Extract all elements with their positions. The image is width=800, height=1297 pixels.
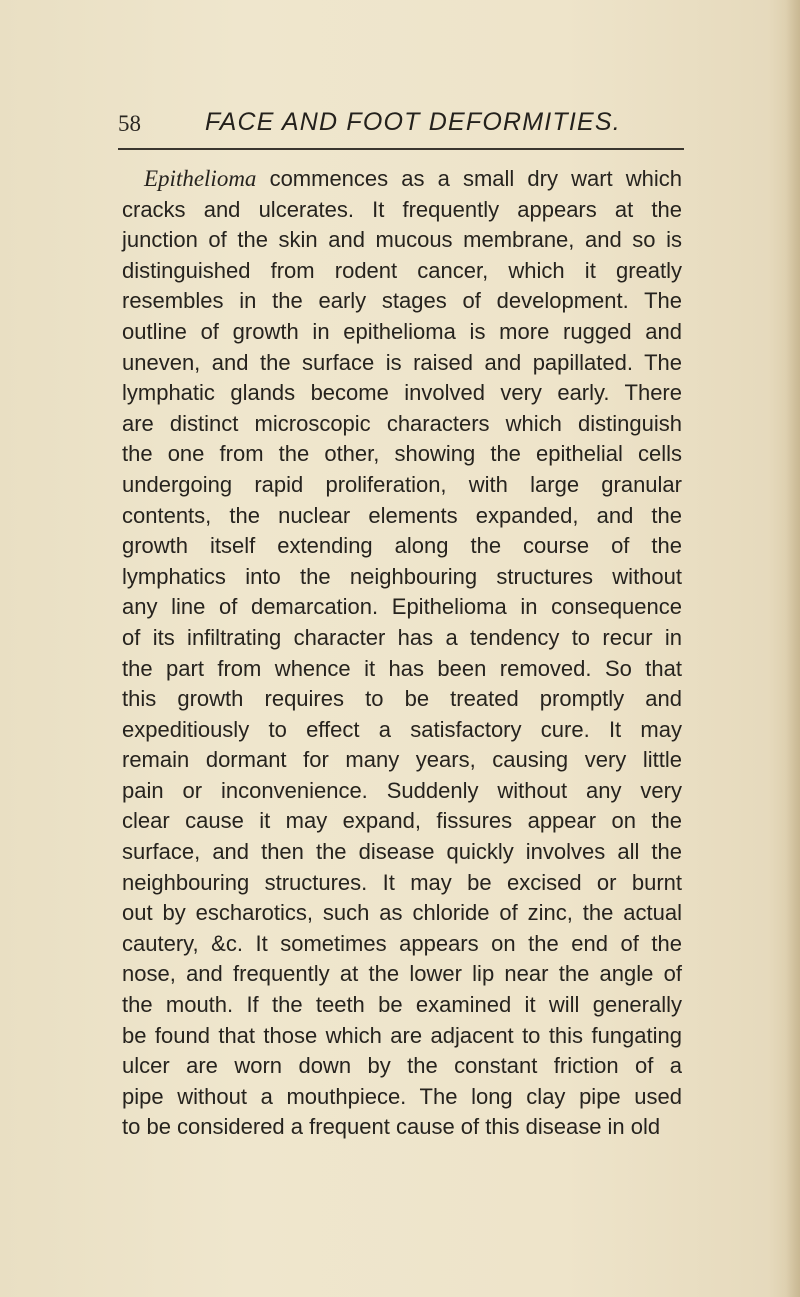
running-head: [118, 106, 684, 146]
paragraph-first-line: [122, 164, 682, 195]
text-line: cracks and ulcerates. It frequently appears at the: [122, 196, 682, 222]
text-line: lymphatic glands become involved very early. There: [122, 380, 682, 406]
text-line: the one from the other, showing the epithelial cells: [122, 441, 682, 467]
text-line: expeditiously to effect a satisfactory cure. It may: [122, 716, 682, 742]
text-line: out by escharotics, such as chloride of zinc, the actual: [122, 900, 682, 926]
italic-term: Epithelioma: [144, 166, 257, 191]
text-lines: [122, 195, 682, 1143]
text-line: be found that those which are adjacent to this fungating: [122, 1022, 682, 1048]
text-line: are distinct microscopic characters which distinguish: [122, 410, 682, 436]
text-line: lymphatics into the neighbouring structures without: [122, 563, 682, 589]
text-line: junction of the skin and mucous membrane, and so is: [122, 227, 682, 253]
text-line: uneven, and the surface is raised and papillated. The: [122, 349, 682, 375]
body-paragraph: [122, 164, 682, 1143]
first-line-text: commences as a small dry wart which: [269, 166, 682, 191]
page-number: 58: [118, 111, 141, 136]
text-line: neighbouring structures. It may be excised or burnt: [122, 869, 682, 895]
text-line: distinguished from rodent cancer, which it greatly: [122, 257, 682, 283]
text-line: to be considered a frequent cause of this disease in old: [122, 1114, 661, 1140]
text-line: contents, the nuclear elements expanded, and the: [122, 502, 682, 528]
text-line: of its infiltrating character has a tendency to recur in: [122, 624, 682, 650]
page-edge-shadow: [786, 0, 800, 1297]
text-line: surface, and then the disease quickly involves all the: [122, 839, 682, 865]
text-line: nose, and frequently at the lower lip near the angle of: [122, 961, 682, 987]
text-line: pipe without a mouthpiece. The long clay pipe used: [122, 1083, 682, 1109]
text-line: the part from whence it has been removed. So that: [122, 655, 682, 681]
text-line: the mouth. If the teeth be examined it will generally: [122, 992, 682, 1018]
text-line: pain or inconvenience. Suddenly without any very: [122, 777, 682, 803]
running-title: FACE AND FOOT DEFORMITIES.: [205, 108, 621, 136]
header-rule: [118, 148, 684, 150]
text-line: ulcer are worn down by the constant friction of a: [122, 1053, 682, 1079]
text-line: resembles in the early stages of development. The: [122, 288, 682, 314]
text-line: remain dormant for many years, causing very little: [122, 747, 682, 773]
text-line: any line of demarcation. Epithelioma in consequence: [122, 594, 682, 620]
text-line: cautery, &c. It sometimes appears on the end of the: [122, 930, 682, 956]
text-line: outline of growth in epithelioma is more rugged and: [122, 318, 682, 344]
text-line: this growth requires to be treated promptly and: [122, 686, 682, 712]
text-line: clear cause it may expand, fissures appear on the: [122, 808, 682, 834]
text-line: growth itself extending along the course of the: [122, 533, 682, 559]
text-line: undergoing rapid proliferation, with large granular: [122, 471, 682, 497]
